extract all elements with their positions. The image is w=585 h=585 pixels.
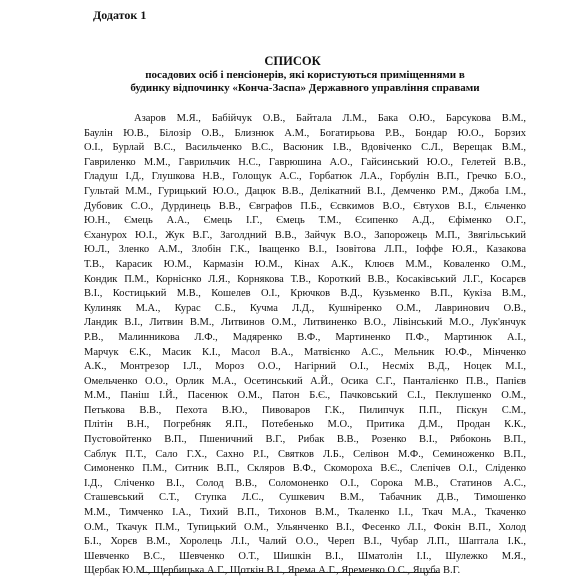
document-title: СПИСОК xyxy=(264,54,321,68)
names-line: О.І., Бурлай В.С., Васильченко В.С., Васюник І.В., Вдовіченко С.Л., Верещак В.М., xyxy=(84,142,526,154)
names-line: М.М., Паніш І.Й., Пасенюк О.М., Патон Б.Є., Пачковський С.І., Пеклушенко О.М., xyxy=(84,390,526,402)
names-line: Ландик В.І., Литвин В.М., Литвинов О.М., Литвиненко В.О., Лівінський М.О., Лук'янчук xyxy=(84,317,526,329)
names-line: Єханурох Ю.І., Жук В.Г., Заголдний В.В., Зайчук В.О., Запорожець М.П., Звягільський xyxy=(84,229,526,241)
names-line: Пустовойтенко В.П., Пшеничний В.Г., Рибак В.В., Розенко В.І., Рябоконь В.П., xyxy=(84,434,526,446)
names-line: В.І., Костицький М.В., Кошелев О.І., Крючков В.Д., Кузьменко В.П., Кукіза В.М., xyxy=(84,288,526,300)
names-line: Р.В., Малинникова Л.Ф., Мадяренко В.Ф., Мартиненко П.Ф., Мартинюк А.І., xyxy=(84,331,526,343)
names-line: Гавриленко М.М., Гаврильчик Н.С., Гаврюшина А.О., Гайсинський Ю.О., Гелетей В.В., xyxy=(84,156,526,168)
names-line: Симоненко П.М., Ситник В.П., Скляров В.Ф., Скомороха В.Є., Слєпічев О.І., Сліденко xyxy=(84,463,526,475)
names-line: Т.В., Карасик Ю.М., Кармазін Ю.М., Кінах А.К., Клюєв М.М., Коваленко О.М., xyxy=(84,258,526,270)
names-line: Кондик П.М., Корніснко Л.Я., Корнякова Т.В., Короткий В.В., Косаківський Л.Г., Косарєв xyxy=(84,273,526,285)
names-line: І.Д., Сліченко В.І., Солод В.В., Соломоненко О.І., Сорока М.В., Статинов А.С., xyxy=(84,477,526,489)
names-line: А.К., Монтрезор І.Л., Мороз О.О., Нагірний О.І., Несміх В.Д., Ноцек М.І., xyxy=(84,361,526,373)
names-line: Сташевський С.Т., Ступка Л.С., Сушкевич В.М., Табачник Д.В., Тимошенко xyxy=(84,492,526,504)
names-line: Б.І., Хорєв В.М., Хоролець Л.І., Чалий О.О., Череп В.І., Чубар Л.П., Шаптала І.К., xyxy=(84,536,526,548)
names-line: Кулиняк М.А., Курас С.Б., Кучма Л.Д., Кушніренко О.М., Лавринович О.В., xyxy=(84,302,526,314)
names-line: Шевченко В.С., Шевченко О.Т., Шишкін В.І., Шматолін І.І., Шулежко М.Я., xyxy=(84,550,526,562)
subtitle-line-2: будинку відпочинку «Конча-Заспа» Державного управління справами xyxy=(130,82,480,94)
names-line: Ю.Н., Ємець А.А., Ємець І.Г., Ємець Т.М., Єсипенко А.Д., Єфіменко О.Г., xyxy=(84,215,526,227)
names-line: Щербак Ю.М., Щербицька А.Г., Щоткін В.І., Ярема А.Г., Яременко О.С., Яцуба В.Г. xyxy=(84,565,461,577)
names-line: Ю.Л., Зленко А.М., Злобін Г.К., Іващенко В.І., Ізовітова Л.П., Іоффе Ю.Я., Казакова xyxy=(84,244,526,256)
subtitle-line-1: посадових осіб і пенсіонерів, які користуються приміщеннями в xyxy=(145,69,465,81)
names-line: Омельченко О.О., Орлик М.А., Осетинський А.Й., Осика С.Г., Панталієнко П.В., Папієв xyxy=(84,375,526,387)
names-line: Азаров М.Я., Бабійчук О.В., Байтала Л.М., Бака О.Ю., Барсукова В.М., xyxy=(134,113,526,124)
names-line: М.М., Тимченко І.А., Тихий В.П., Тихонов В.М., Ткаленко І.І., Ткач М.А., Ткаченко xyxy=(84,507,526,519)
names-line: Гладуш І.Д., Глушкова Н.В., Голощук А.С., Горбатюк Л.А., Горбулін В.П., Гречко Б.О., xyxy=(84,171,526,183)
names-list xyxy=(84,112,526,579)
names-line: Гультай М.М., Гурицький Ю.О., Дацюк В.В., Делікатний В.І., Демченко Р.М., Джоба І.М., xyxy=(84,185,526,197)
names-line: Марчук Є.К., Масик К.І., Масол В.А., Матвієнко А.С., Мельник Ю.Ф., Мінченко xyxy=(84,346,526,358)
names-line: Дубовик С.О., Дурдинець В.В., Євграфов П.Б., Єсвкимов В.О., Євтухов В.І., Єльченко xyxy=(84,200,526,212)
names-line: Баулін Ю.В., Білозір О.В., Близнюк А.М., Богатирьова Р.В., Бондар Ю.О., Борзих xyxy=(84,127,526,139)
document-subtitle xyxy=(90,69,520,95)
names-line: Саблук П.Т., Сало Г.Х., Сахно Р.І., Святков Л.Б., Селівон М.Ф., Семиноженко В.П., xyxy=(84,448,526,460)
annex-label: Додаток 1 xyxy=(93,8,147,22)
names-line: О.М., Ткачук П.М., Тупицький О.М., Ульянченко В.І., Фесенко Л.І., Фокін В.П., Холод xyxy=(84,521,526,533)
names-line: Петькова В.В., Пехота В.Ю., Пивоваров Г.К., Пилипчук П.П., Піскун С.М., xyxy=(84,404,526,416)
footer-rule xyxy=(140,572,440,573)
names-line: Плітін В.Н., Погребняк Я.П., Потебенько М.О., Притика Д.М., Продан К.К., xyxy=(84,419,526,431)
